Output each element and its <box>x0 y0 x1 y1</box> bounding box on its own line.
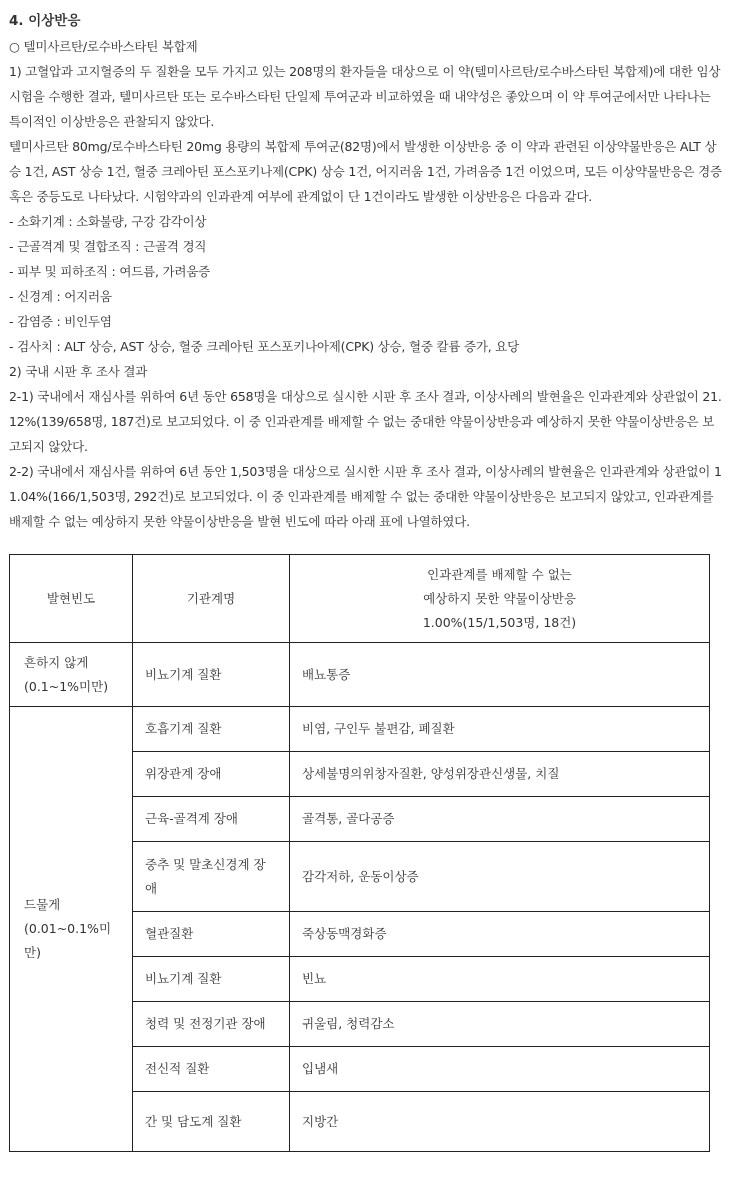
section-subtitle: ○ 텔미사르탄/로수바스타틴 복합제 <box>9 39 198 54</box>
table-header-row <box>10 555 710 643</box>
table-row <box>10 643 710 707</box>
organ-cell: 간 및 담도계 질환 <box>133 1092 290 1152</box>
paragraph-2: 텔미사르탄 80mg/로수바스타틴 20mg 용량의 복합제 투여군(82명)에서 발생한 이상반응 중 이 약과 관련된 이상약물반응은 ALT 상승 1건, AST 상승 1건, 혈중 크레아틴 포스포키나제(CPK) 상승 1건, 어지러움 1건, 가려움증 1건 이었으며, 모든 이상약물반응은 경증 혹은 중등도로 나타났다. 시험약과의 인과관계 여부에 관계없이 단 1건이라도 발생한 이상반응은 다음과 같다. <box>9 139 722 204</box>
freq-label: 흔하지 않게 <box>24 654 89 670</box>
effect-cell: 골격통, 골다공증 <box>290 797 710 842</box>
organ-cell: 중추 및 말초신경계 장애 <box>133 842 290 912</box>
organ-cell: 위장관계 장애 <box>133 752 290 797</box>
header-organ-system: 기관계명 <box>133 555 290 643</box>
list-item: - 감염증 : 비인두염 <box>9 314 112 329</box>
header-effect-line-2: 예상하지 못한 약물이상반응 <box>423 590 576 606</box>
organ-cell: 호흡기계 질환 <box>133 707 290 752</box>
header-effect-line-1: 인과관계를 배제할 수 없는 <box>427 566 572 582</box>
freq-label: 드물게 <box>24 897 61 912</box>
paragraph-3: 2) 국내 시판 후 조사 결과 <box>9 364 148 379</box>
header-adverse-reaction <box>290 555 710 643</box>
paragraph-5: 2-2) 국내에서 재심사를 위하여 6년 동안 1,503명을 대상으로 실시한 시판 후 조사 결과, 이상사례의 발현율은 인과관계와 상관없이 11.04%(166/1,503명, 292건)로 보고되었다. 이 중 인과관계를 배제할 수 없는 중대한 약물이상반응은 보고되지 않았고, 인과관계를 배제할 수 없는 예상하지 못한 약물이상반응을 발현 빈도에 따라 아래 표에 나열하였다. <box>9 464 722 529</box>
frequency-rare <box>10 707 133 1152</box>
effect-cell: 상세불명의위창자질환, 양성위장관신생물, 치질 <box>290 752 710 797</box>
effect-cell: 비염, 구인두 불편감, 폐질환 <box>290 707 710 752</box>
list-item: - 검사치 : ALT 상승, AST 상승, 혈중 크레아틴 포스포키나아제(CPK) 상승, 혈중 칼륨 증가, 요당 <box>9 339 520 354</box>
list-item: - 피부 및 피하조직 : 여드름, 가려움증 <box>9 264 210 279</box>
adverse-reaction-table <box>9 554 710 1152</box>
organ-cell: 비뇨기계 질환 <box>133 643 290 707</box>
freq-range: (0.1~1%미만) <box>24 678 109 694</box>
effect-cell: 죽상동맥경화증 <box>290 912 710 957</box>
header-effect-line-3: 1.00%(15/1,503명, 18건) <box>422 614 577 630</box>
freq-range: (0.01~0.1%미만) <box>24 921 112 960</box>
table-row <box>10 707 710 752</box>
organ-cell: 근육-골격계 장애 <box>133 797 290 842</box>
effect-cell: 배뇨통증 <box>290 643 710 707</box>
effect-cell: 지방간 <box>290 1092 710 1152</box>
frequency-uncommon <box>10 643 133 707</box>
organ-cell: 혈관질환 <box>133 912 290 957</box>
header-frequency: 발현빈도 <box>10 555 133 643</box>
effect-cell: 입냄새 <box>290 1047 710 1092</box>
organ-cell: 청력 및 전정기관 장애 <box>133 1002 290 1047</box>
list-item: - 신경계 : 어지러움 <box>9 289 112 304</box>
effect-cell: 귀울림, 청력감소 <box>290 1002 710 1047</box>
section-title: 4. 이상반응 <box>9 13 81 29</box>
list-item: - 소화기계 : 소화불량, 구강 감각이상 <box>9 214 207 229</box>
organ-cell: 비뇨기계 질환 <box>133 957 290 1002</box>
effect-cell: 감각저하, 운동이상증 <box>290 842 710 912</box>
paragraph-4: 2-1) 국내에서 재심사를 위하여 6년 동안 658명을 대상으로 실시한 시판 후 조사 결과, 이상사례의 발현율은 인과관계와 상관없이 21.12%(139/658명, 187건)로 보고되었다. 이 중 인과관계를 배제할 수 없는 중대한 약물이상반응과 예상하지 못한 약물이상반응은 보고되지 않았다. <box>9 389 722 454</box>
paragraph-1: 1) 고혈압과 고지혈증의 두 질환을 모두 가지고 있는 208명의 환자들을 대상으로 이 약(텔미사르탄/로수바스타틴 복합제)에 대한 임상시험을 수행한 결과, 텔미사르탄 또는 로수바스타틴 단일제 투여군과 비교하였을 때 내약성은 좋았으며 이 약 투여군에서만 나타나는 특이적인 이상반응은 관찰되지 않았다. <box>9 64 721 129</box>
effect-cell: 빈뇨 <box>290 957 710 1002</box>
list-item: - 근골격계 및 결합조직 : 근골격 경직 <box>9 239 207 254</box>
organ-cell: 전신적 질환 <box>133 1047 290 1092</box>
